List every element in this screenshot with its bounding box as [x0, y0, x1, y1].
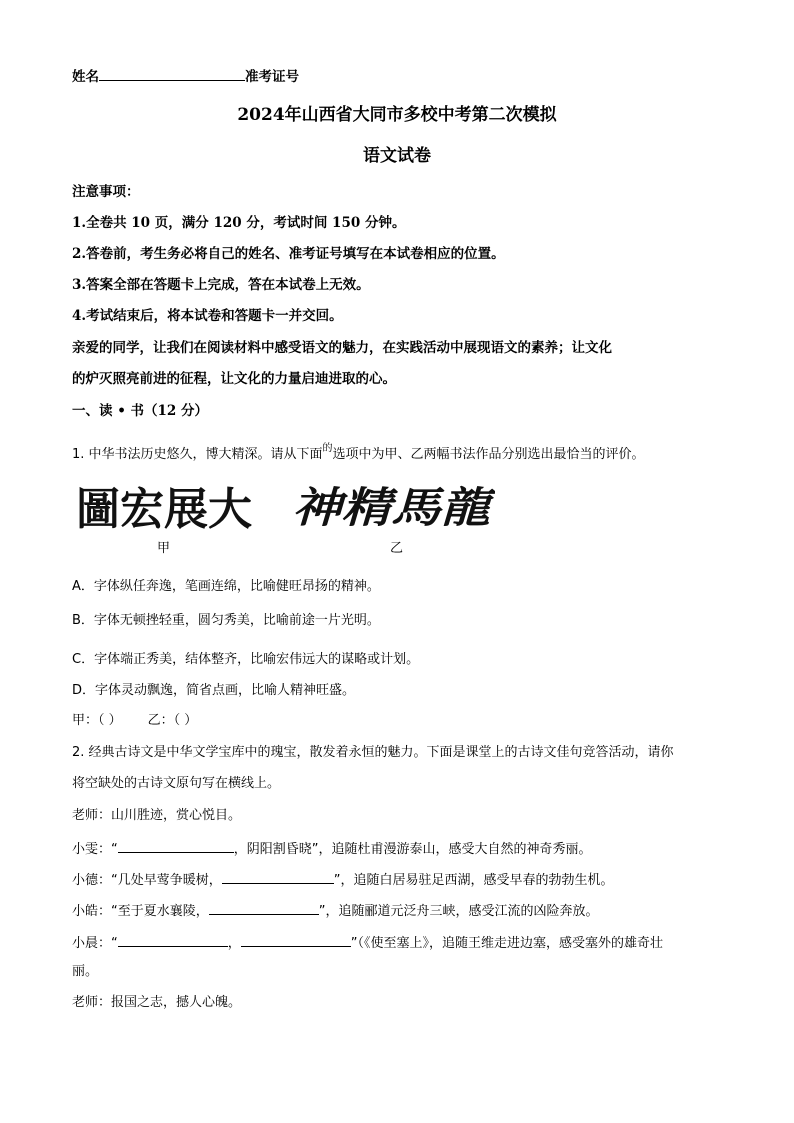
xiaowen-prefix: 小雯：“: [72, 842, 118, 857]
exam-id-label: 准考证号: [245, 69, 299, 85]
xiaohao-prefix: 小皓：“至于夏水襄陵，: [72, 904, 209, 919]
xiaowen-line: [72, 838, 592, 859]
header-line: [72, 66, 299, 86]
xiaochen-line-2: 丽。: [72, 964, 99, 979]
notice-item: 4.考试结束后，将本试卷和答题卡一并交回。: [72, 308, 343, 324]
q1-stem-part: 选项中为甲、乙两幅书法作品分别选出最恰当的评价。: [332, 447, 645, 462]
option-b: B．字体无顿挫轻重，圆匀秀美，比喻前途一片光明。: [72, 613, 380, 628]
page-subtitle: 语文试卷: [363, 146, 431, 166]
option-c: C．字体端正秀美，结体整齐，比喻宏伟远大的谋略或计划。: [72, 652, 420, 667]
question-1-stem: [72, 440, 645, 464]
xiaochen-prefix: 小晨：“: [72, 936, 118, 951]
q1-stem-part: 1. 中华书法历史悠久，博大精深。请从下面: [72, 447, 323, 462]
label-yi: 乙: [390, 541, 404, 556]
xiaohao-line: [72, 900, 599, 921]
greeting-line: 的炉灭照亮前进的征程，让文化的力量启迪进取的心。: [72, 371, 396, 387]
calligraphy-jia-svg: [74, 472, 254, 536]
name-blank[interactable]: [99, 66, 245, 81]
greeting-line: 亲爱的同学，让我们在阅读材料中感受语文的魅力，在实践活动中展现语文的素养；让文化: [72, 340, 612, 356]
question-2-stem-line2: 将空缺处的古诗文原句写在横线上。: [72, 776, 281, 791]
notice-heading: 注意事项：: [72, 184, 140, 200]
xiaode-suffix: ”，追随白居易驻足西湖，感受早春的勃勃生机。: [333, 873, 614, 888]
calligraphy-jia-image: [74, 472, 254, 536]
q1-stem-sup: 的: [322, 443, 333, 454]
xiaochen-line: [72, 932, 663, 953]
calligraphy-yi-image: [290, 472, 495, 536]
teacher-line-2: 老师：报国之志，撼人心魄。: [72, 995, 242, 1010]
calligraphy-jia-text: 圖宏展大: [76, 484, 252, 535]
section-heading: 一、读 • 书（12 分）: [72, 403, 209, 419]
page-title: 2024年山西省大同市多校中考第二次模拟: [237, 105, 557, 125]
xiaode-blank[interactable]: [222, 869, 334, 884]
notice-item: 3.答案全部在答题卡上完成，答在本试卷上无效。: [72, 277, 370, 293]
xiaowen-suffix: ，阴阳割昏晓”，追随杜甫漫游泰山，感受大自然的神奇秀丽。: [233, 842, 592, 857]
answer-jia[interactable]: 甲：（ ）: [72, 713, 122, 728]
notice-item: 2.答卷前，考生务必将自己的姓名、准考证号填写在本试卷相应的位置。: [72, 246, 505, 262]
xiaode-line: [72, 869, 614, 890]
xiaochen-suffix: ”（《使至塞上》，追随王维走进边塞，感受塞外的雄奇壮: [350, 936, 664, 951]
label-jia: 甲: [157, 541, 171, 556]
calligraphy-yi-svg: [290, 472, 495, 536]
question-2-stem-line1: 2. 经典古诗文是中华文学宝库中的瑰宝，散发着永恒的魅力。下面是课堂上的古诗文佳句竞答活动，请你: [72, 745, 674, 760]
option-a: A．字体纵任奔逸，笔画连绵，比喻健旺昂扬的精神。: [72, 579, 380, 594]
xiaohao-blank[interactable]: [209, 900, 319, 915]
xiaohao-suffix: ”，追随郦道元泛舟三峡，感受江流的凶险奔放。: [318, 904, 599, 919]
teacher-line-1: 老师：山川胜迹，赏心悦目。: [72, 808, 242, 823]
xiaochen-comma: ，: [227, 936, 241, 951]
answer-line: [72, 712, 197, 730]
xiaochen-blank-2[interactable]: [241, 932, 351, 947]
xiaochen-blank-1[interactable]: [118, 932, 228, 947]
xiaode-prefix: 小德：“几处早莺争暖树，: [72, 873, 222, 888]
notice-item: 1.全卷共 10 页，满分 120 分，考试时间 150 分钟。: [72, 215, 406, 231]
answer-yi[interactable]: 乙：（ ）: [147, 713, 198, 728]
xiaowen-blank[interactable]: [118, 838, 234, 853]
option-d: D．字体灵动飘逸，简省点画，比喻人精神旺盛。: [72, 683, 356, 698]
calligraphy-yi-text: 神精馬龍: [292, 483, 495, 532]
name-label: 姓名: [72, 69, 99, 85]
